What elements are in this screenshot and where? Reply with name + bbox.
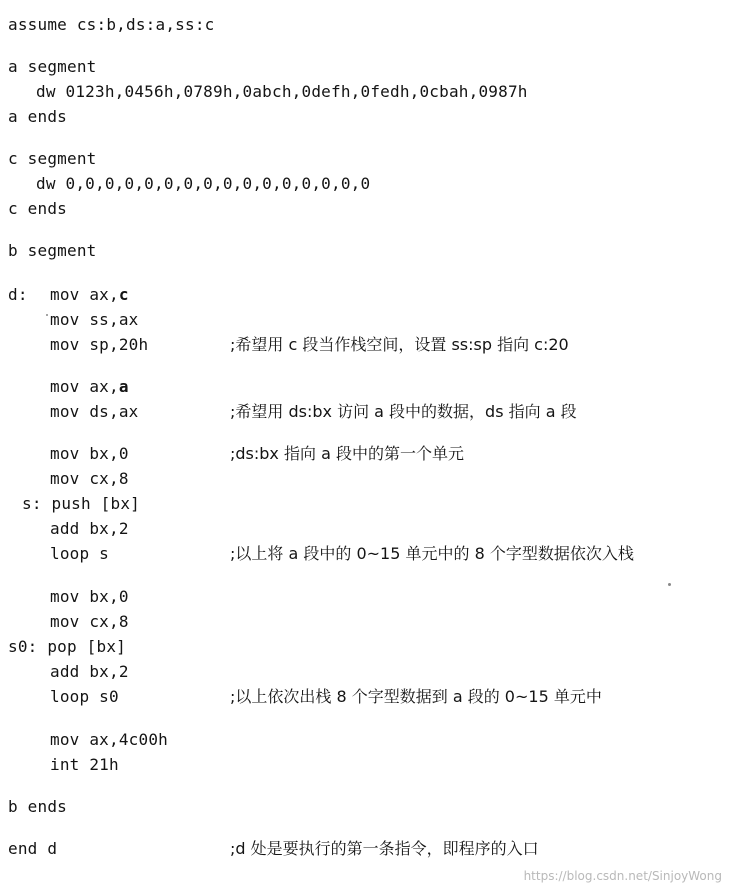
instruction-text: mov ax, (50, 285, 119, 304)
code-line-mov-ax-a (50, 377, 129, 397)
segment-c-bold: c (118, 285, 129, 304)
code-line-c-ends: c ends (8, 199, 67, 218)
code-line-mov-sp-20h: mov sp,20h (50, 335, 149, 354)
code-line-loop-s: loop s (50, 544, 109, 563)
code-line-a-ends: a ends (8, 107, 67, 126)
code-line-mov-ss-ax: mov ss,ax (50, 310, 139, 329)
code-line-c-segment: c segment (8, 149, 97, 168)
code-line-s-push: s: push [bx] (22, 494, 140, 513)
code-line-add-bx-2-2: add bx,2 (50, 662, 129, 681)
code-label-d: d: (8, 285, 28, 304)
code-line-add-bx-2: add bx,2 (50, 519, 129, 538)
code-line-b-segment: b segment (8, 241, 97, 260)
code-line-s0-pop: s0: pop [bx] (8, 637, 126, 656)
comment-stack-setup: ;希望用 c 段当作栈空间，设置 ss:sp 指向 c:20 (230, 335, 569, 354)
comment-push-loop: ;以上将 a 段中的 0~15 单元中的 8 个字型数据依次入栈 (230, 544, 634, 563)
code-line-b-ends: b ends (8, 797, 67, 816)
code-line-a-dw: dw 0123h,0456h,0789h,0abch,0defh,0fedh,0cbah,0987h (36, 82, 528, 101)
code-line-int-21h: int 21h (50, 755, 119, 774)
comment-entry-point: ;d 处是要执行的第一条指令，即程序的入口 (230, 839, 539, 858)
comment-ds-setup: ;希望用 ds:bx 访问 a 段中的数据，ds 指向 a 段 (230, 402, 577, 421)
code-line-mov-cx-8-2: mov cx,8 (50, 612, 129, 631)
code-line-mov-ax-4c00h: mov ax,4c00h (50, 730, 168, 749)
code-line-mov-ds-ax: mov ds,ax (50, 402, 139, 421)
code-line-a-segment: a segment (8, 57, 97, 76)
code-line-mov-cx-8: mov cx,8 (50, 469, 129, 488)
segment-a-bold: a (118, 377, 129, 396)
scan-speck (46, 314, 48, 316)
code-line-assume: assume cs:b,ds:a,ss:c (8, 15, 215, 34)
code-line-mov-bx-0-2: mov bx,0 (50, 587, 129, 606)
watermark: https://blog.csdn.net/SinjoyWong (523, 869, 722, 883)
comment-pop-loop: ;以上依次出栈 8 个字型数据到 a 段的 0~15 单元中 (230, 687, 602, 706)
code-line-mov-bx-0: mov bx,0 (50, 444, 129, 463)
comment-bx-first-unit: ;ds:bx 指向 a 段中的第一个单元 (230, 444, 464, 463)
code-line-c-dw: dw 0,0,0,0,0,0,0,0,0,0,0,0,0,0,0,0 (36, 174, 371, 193)
scan-speck (668, 583, 671, 586)
instruction-text: mov ax, (50, 377, 119, 396)
code-line-mov-ax-c (50, 285, 129, 305)
code-line-loop-s0: loop s0 (50, 687, 119, 706)
code-line-end-d: end d (8, 839, 58, 858)
